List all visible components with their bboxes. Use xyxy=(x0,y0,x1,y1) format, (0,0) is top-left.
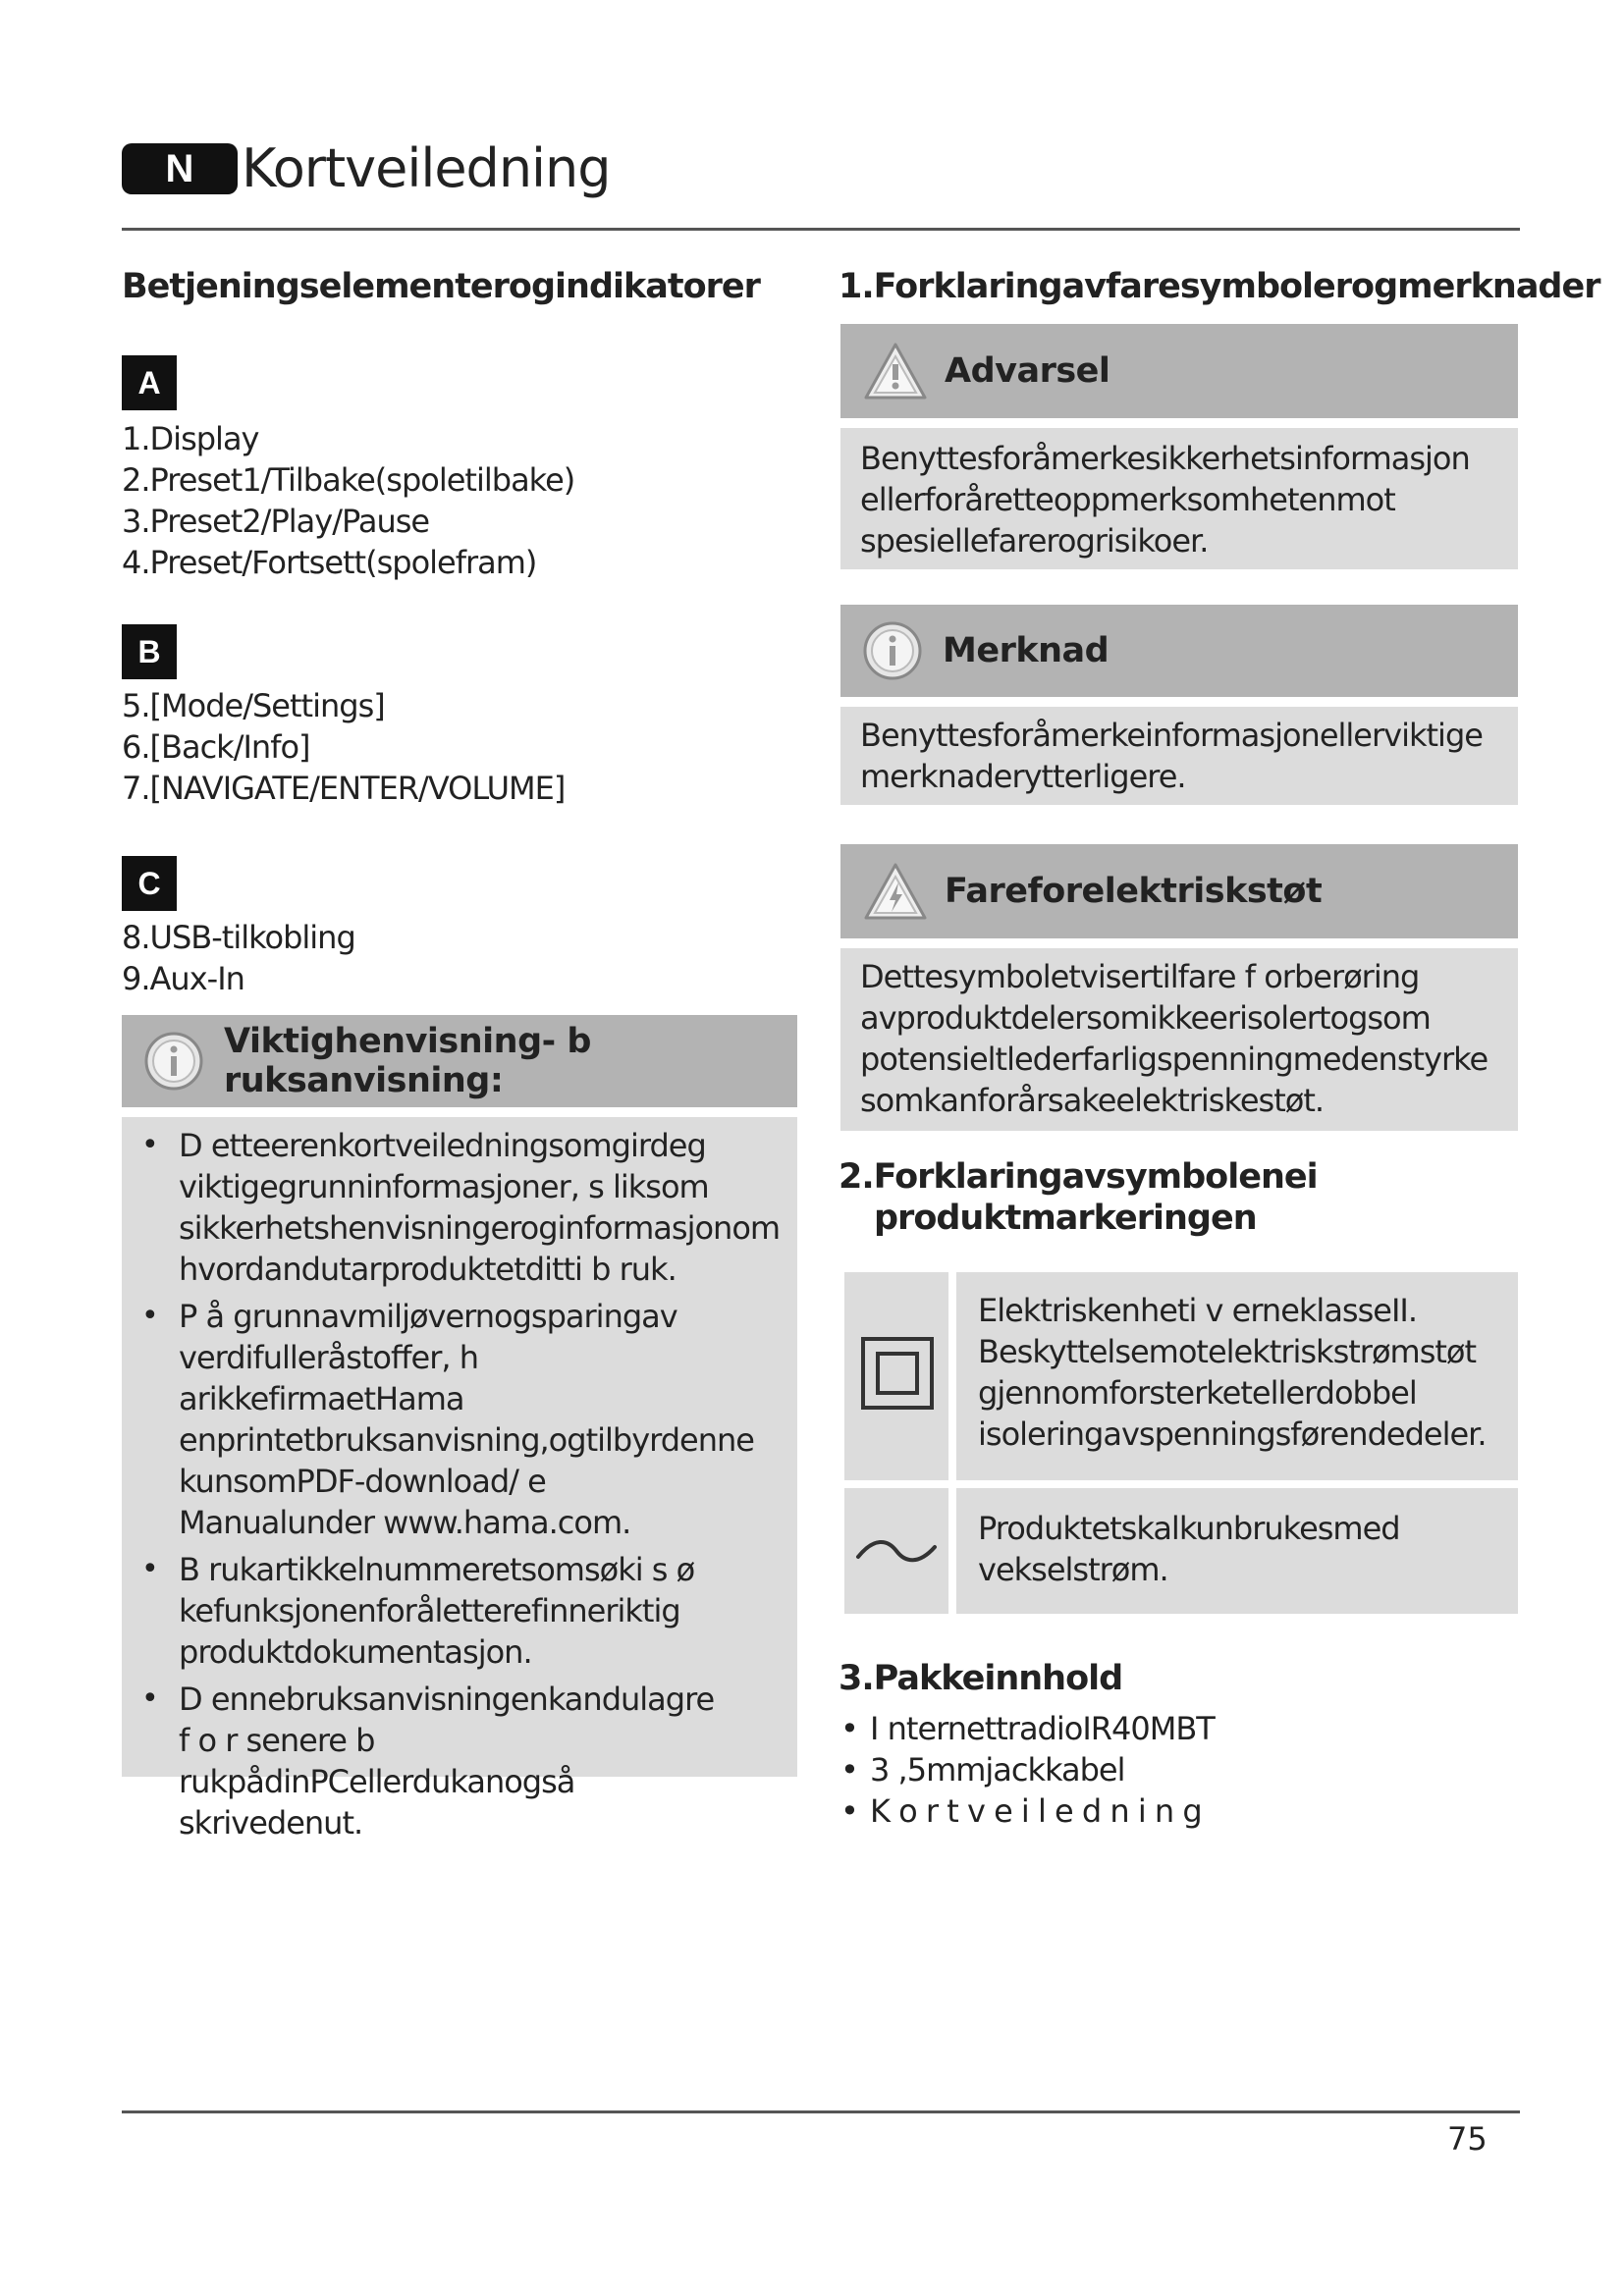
symbol-description xyxy=(956,1272,1518,1480)
controls-heading: Betjeningselementerogindikatorer xyxy=(122,267,760,306)
hazard-symbols-heading: 1.Forklaringavfaresymbolerogmerknader xyxy=(839,267,1600,306)
symbol-text-line: isoleringavspenningsførendedeler. xyxy=(978,1415,1487,1453)
footer-divider xyxy=(122,2110,1520,2113)
list-item: 9.Aux-In xyxy=(122,960,244,997)
group-c-list xyxy=(122,917,355,999)
note-title: Merknad xyxy=(943,631,1110,670)
important-notice-body xyxy=(122,1117,797,1842)
list-item: • D etteerenkortveiledningsomgirdeg viktigegrunninformasjoner, s liksom sikkerhetshenvisningeroginformasjonom hvordandutarproduktetditti b ruk. xyxy=(122,1125,729,1290)
list-item: • K o r t v e i l e d n i n g xyxy=(840,1790,1215,1832)
list-item: 1.Display xyxy=(122,420,259,457)
group-a-list xyxy=(122,418,574,583)
package-contents-list xyxy=(840,1708,1215,1832)
symbol-table xyxy=(844,1272,1518,1614)
list-item: 2.Preset1/Tilbake(spoletilbake) xyxy=(122,461,575,499)
important-notice-header xyxy=(122,1015,797,1107)
note-header xyxy=(840,605,1518,697)
alternating-current-icon xyxy=(844,1488,948,1614)
list-item: • B rukartikkelnummeretsomsøki s ø kefunksjonenforåletterefinneriktig produktdokumentasjon. xyxy=(122,1549,729,1673)
electric-text-line: Dettesymboletvisertilfare f orberøring xyxy=(860,958,1420,995)
symbol-text-line: Elektriskenheti v erneklasseII. xyxy=(978,1292,1417,1329)
table-row xyxy=(844,1272,1518,1480)
page-number: 75 xyxy=(1447,2120,1488,2158)
list-item: 4.Preset/Fortsett(spolefram) xyxy=(122,544,537,581)
warning-text-line: ellerforåretteoppmerksomhetenmot xyxy=(860,481,1395,518)
note-text-line: merknaderytterligere. xyxy=(860,758,1186,795)
info-circle-icon xyxy=(862,620,923,681)
electric-text-line: somkanforårsakeelektriskestøt. xyxy=(860,1082,1325,1119)
list-item: 8.USB-tilkobling xyxy=(122,919,355,956)
symbol-text-line: gjennomforsterketellerdobbel xyxy=(978,1374,1417,1412)
group-a-badge: A xyxy=(122,355,177,410)
list-item: • D ennebruksanvisningenkandulagre f o r senere b rukpådinPCellerdukanogså skrivedenut. xyxy=(122,1679,729,1843)
double-square-class-ii-icon xyxy=(844,1272,948,1480)
list-item: 5.[Mode/Settings] xyxy=(122,687,385,724)
package-contents-heading: 3.Pakkeinnhold xyxy=(839,1659,1123,1698)
page-title: Kortveiledning xyxy=(242,137,611,199)
group-b-list xyxy=(122,685,565,809)
table-row xyxy=(844,1488,1518,1614)
warning-triangle-icon xyxy=(862,341,929,401)
group-b-badge: B xyxy=(122,624,177,679)
header-divider xyxy=(122,228,1520,231)
electric-hazard-body xyxy=(840,948,1518,1131)
list-item: 3.Preset2/Play/Pause xyxy=(122,503,430,540)
language-badge: N xyxy=(122,143,238,194)
electric-hazard-title: Fareforelektriskstøt xyxy=(945,872,1323,911)
product-symbols-heading-line1: 2.Forklaringavsymbolenei xyxy=(839,1157,1318,1197)
note-body xyxy=(840,707,1518,805)
electric-warning-icon xyxy=(862,861,929,922)
symbol-text-line: Beskyttelsemotelektriskstrømstøt xyxy=(978,1333,1477,1370)
list-item: • I nternettradioIR40MBT xyxy=(840,1708,1215,1749)
list-item: 6.[Back/Info] xyxy=(122,728,310,766)
symbol-text-line: vekselstrøm. xyxy=(978,1551,1168,1588)
electric-text-line: potensieltlederfarligspenningmedenstyrke xyxy=(860,1041,1489,1078)
warning-body xyxy=(840,428,1518,569)
electric-hazard-header xyxy=(840,844,1518,938)
note-text-line: Benyttesforåmerkeinformasjonellerviktige xyxy=(860,717,1483,754)
product-symbols-heading-line2: produktmarkeringen xyxy=(874,1199,1257,1238)
warning-text-line: Benyttesforåmerkesikkerhetsinformasjon xyxy=(860,440,1470,477)
electric-text-line: avproduktdelersomikkeerisolertogsom xyxy=(860,999,1431,1037)
group-c-badge: C xyxy=(122,856,177,911)
list-item: 7.[NAVIGATE/ENTER/VOLUME] xyxy=(122,770,566,807)
list-item: • P å grunnavmiljøvernogsparingav verdifulleråstoffer, h arikkefirmaetHama enprintetbruksanvisning,ogtilbyrdenne kunsomPDF-download/ e Manualunder www.hama.com. xyxy=(122,1296,729,1543)
warning-text-line: spesiellefarerogrisikoer. xyxy=(860,522,1209,560)
warning-title: Advarsel xyxy=(945,351,1110,391)
symbol-description xyxy=(956,1488,1518,1614)
symbol-text-line: Produktetskalkunbrukesmed xyxy=(978,1510,1400,1547)
product-symbols-heading xyxy=(839,1156,1318,1239)
warning-header xyxy=(840,324,1518,418)
info-circle-icon xyxy=(143,1031,204,1092)
important-notice-title: Viktighenvisning- b ruksanvisning: xyxy=(224,1022,591,1100)
list-item: • 3 ,5mmjackkabel xyxy=(840,1749,1215,1790)
